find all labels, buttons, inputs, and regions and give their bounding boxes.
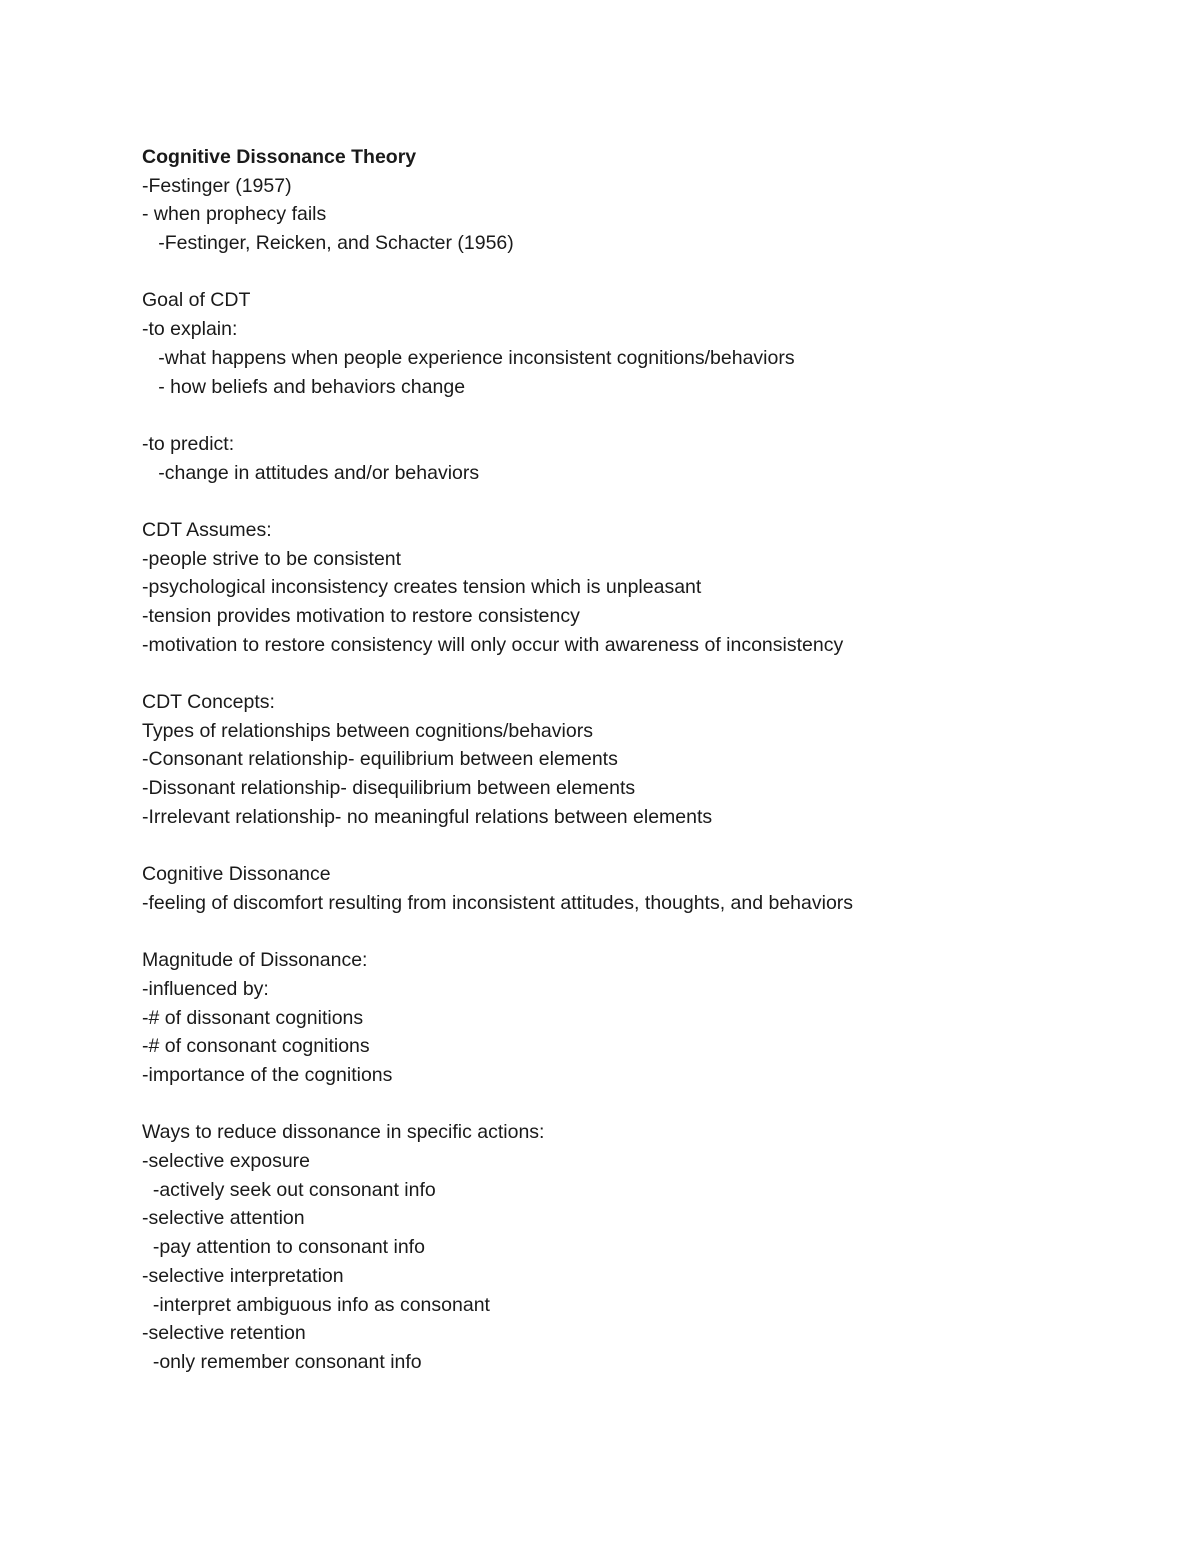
magnitude-line: -# of dissonant cognitions (142, 1006, 364, 1029)
reduce-line: -selective attention (142, 1207, 305, 1230)
concepts-line: -Irrelevant relationship- no meaningful relations between elements (142, 805, 713, 828)
paragraph-spacer (142, 918, 1142, 947)
section-heading-magnitude: Magnitude of Dissonance: (142, 949, 368, 972)
section-heading-assumes: CDT Assumes: (142, 518, 272, 541)
document-body (142, 143, 1142, 1377)
section-heading-dissonance: Cognitive Dissonance (142, 863, 331, 886)
concepts-line: -Dissonant relationship- disequilibrium between elements (142, 777, 636, 800)
paragraph-spacer (142, 1090, 1142, 1119)
concepts-line: Types of relationships between cognitions/behaviors (142, 719, 593, 742)
paragraph-spacer (142, 487, 1142, 516)
goal-predict-line: -to predict: (142, 432, 235, 455)
paragraph-spacer (142, 401, 1142, 430)
assumes-line: -tension provides motivation to restore consistency (142, 605, 580, 627)
assumes-line: -psychological inconsistency creates tension which is unpleasant (142, 576, 702, 599)
magnitude-line: -importance of the cognitions (142, 1064, 393, 1086)
intro-line: -Festinger (1957) (142, 174, 292, 197)
reduce-line: -selective interpretation (142, 1264, 344, 1287)
assumes-line: -motivation to restore consistency will only occur with awareness of inconsistency (142, 633, 844, 656)
reduce-line: -only remember consonant info (142, 1350, 422, 1373)
paragraph-spacer (142, 832, 1142, 861)
section-heading-goal: Goal of CDT (142, 289, 251, 312)
assumes-line: -people strive to be consistent (142, 547, 402, 570)
paragraph-spacer (142, 659, 1142, 688)
reduce-line: -pay attention to consonant info (142, 1236, 425, 1259)
concepts-line: -Consonant relationship- equilibrium between elements (142, 748, 618, 771)
intro-line: -Festinger, Reicken, and Schacter (1956) (142, 232, 514, 255)
reduce-line: -interpret ambiguous info as consonant (142, 1293, 490, 1316)
magnitude-line: -influenced by: (142, 977, 269, 1000)
document-title: Cognitive Dissonance Theory (142, 146, 417, 168)
reduce-line: -selective exposure (142, 1150, 310, 1173)
section-heading-reduce: Ways to reduce dissonance in specific actions: (142, 1121, 545, 1144)
paragraph-spacer (142, 258, 1142, 287)
goal-predict-line: -change in attitudes and/or behaviors (142, 461, 480, 484)
reduce-line: -selective retention (142, 1322, 306, 1345)
goal-line: -what happens when people experience inconsistent cognitions/behaviors (142, 346, 795, 369)
goal-line: - how beliefs and behaviors change (142, 375, 466, 398)
goal-line: -to explain: (142, 318, 238, 341)
intro-line: - when prophecy fails (142, 203, 327, 226)
reduce-line: -actively seek out consonant info (142, 1178, 436, 1201)
dissonance-line: -feeling of discomfort resulting from inconsistent attitudes, thoughts, and behaviors (142, 891, 854, 914)
section-heading-concepts: CDT Concepts: (142, 691, 275, 714)
magnitude-line: -# of consonant cognitions (142, 1035, 370, 1058)
